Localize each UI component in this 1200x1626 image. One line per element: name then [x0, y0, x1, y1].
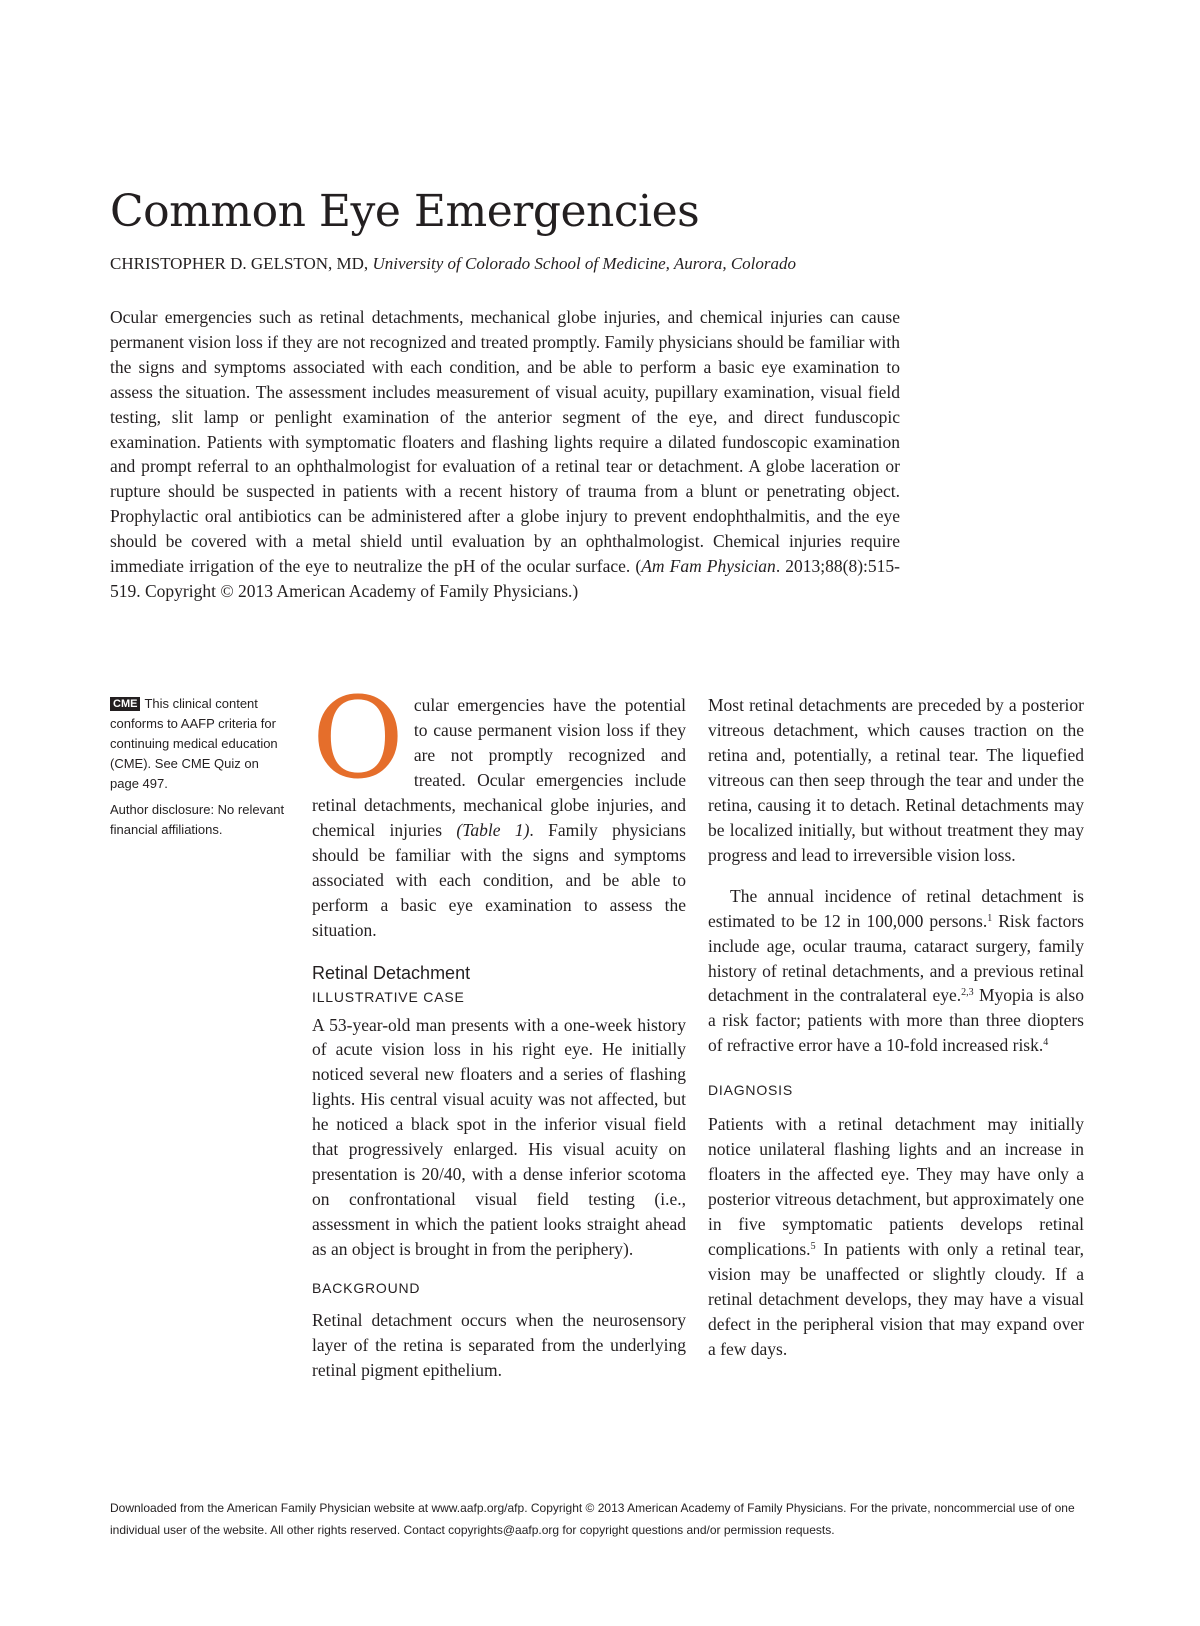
body-column-2: [708, 693, 1084, 1362]
author-disclosure: Author disclosure: No relevant financial affiliations.: [110, 802, 285, 837]
diagnosis-text-b: In patients with only a retinal tear, vision may be unaffected or slightly cloudy. If a retinal detachment develops, they may have a visual defect in the peripheral vision that may expand over a few days.: [708, 1239, 1084, 1359]
download-footer: Downloaded from the American Family Physician website at www.aafp.org/afp. Copyright © 2013 American Academy of Family Physicians. For the private, noncommercial use of one individual user of the website. All other rights reserved. Contact copyrights@aafp.org for copyright questions and/or permission requests.: [110, 1501, 1075, 1537]
author-affiliation: University of Colorado School of Medicine, Aurora, Colorado: [372, 254, 796, 273]
citation-details: . 2013;88(8):515-519. Copyright © 2013 American Academy of Family Physicians.): [110, 556, 900, 601]
abstract: [110, 305, 900, 604]
reference-superscript: 5: [810, 1241, 816, 1253]
diagnosis-text-a: Patients with a retinal detachment may initially notice unilateral flashing lights and an increase in floaters in the affected eye. They may have only a posterior vitreous detachment, but approximately one in five symptomatic patients develops retinal complications.: [708, 1114, 1084, 1260]
subheading-diagnosis: DIAGNOSIS: [708, 1082, 793, 1099]
byline: [110, 252, 796, 276]
drop-cap: O: [312, 674, 404, 804]
incidence-paragraph: [708, 884, 1084, 1059]
intro-paragraph: [312, 674, 686, 943]
author-name: CHRISTOPHER D. GELSTON, MD,: [110, 254, 369, 273]
incidence-text-c: Myopia is also a risk factor; patients with more than three diopters of refractive error have a 10-fold increased risk.: [708, 985, 1084, 1056]
abstract-text: Ocular emergencies such as retinal detachments, mechanical globe injuries, and chemical injuries can cause permanent vision loss if they are not recognized and treated promptly. Family physicians should be familiar with the signs and symptoms associated with each condition, and be able to perform a basic eye examination to assess the situation. The assessment includes measurement of visual acuity, pupillary examination, visual field testing, slit lamp or penlight examination of the anterior segment of the eye, and direct funduscopic examination. Patients with symptomatic floaters and flashing lights require a dilated fundoscopic examination and prompt referral to an ophthalmologist for evaluation of a retinal tear or detachment. A globe laceration or rupture should be suspected in patients with a recent history of trauma from a blunt or penetrating object. Prophylactic oral antibiotics can be administered after a globe injury to prevent endophthalmitis, and the eye should be covered with a metal shield until evaluation by an ophthalmologist. Chemical injuries require immediate irrigation of the eye to neutralize the pH of the ocular surface.: [110, 307, 900, 577]
journal-name: Am Fam Physician: [641, 556, 776, 577]
article-title: Common Eye Emergencies: [110, 186, 700, 237]
intro-text-b: . Family physicians should be familiar with the signs and symptoms associated with each condition, and be able to perform a basic eye examination to assess the situation.: [312, 819, 686, 940]
cme-text: This clinical content conforms to AAFP criteria for continuing medical education (CME). See CME Quiz on page 497.: [110, 696, 278, 791]
reference-superscript: 2,3: [961, 987, 974, 999]
reference-superscript: 4: [1043, 1037, 1049, 1049]
reference-superscript: 1: [987, 912, 993, 924]
subheading-illustrative-case: ILLUSTRATIVE CASE: [312, 988, 465, 1005]
citation-open: (: [635, 556, 642, 577]
sidebar: [110, 694, 290, 846]
background-paragraph: Retinal detachment occurs when the neurosensory layer of the retina is separated from the underlying retinal pigment epithelium.: [312, 1310, 686, 1380]
incidence-text-a: The annual incidence of retinal detachment is estimated to be 12 in 100,000 persons.: [708, 885, 1084, 931]
cme-badge: CME: [110, 697, 140, 711]
diagnosis-paragraph: [708, 1112, 1084, 1362]
subheading-background: BACKGROUND: [312, 1280, 421, 1297]
incidence-text-b: Risk factors include age, ocular trauma, cataract surgery, family history of retinal detachments, and a previous retinal detachment in the contralateral eye.: [708, 910, 1084, 1006]
table-reference: (Table 1): [456, 819, 530, 840]
case-paragraph: A 53-year-old man presents with a one-week history of acute vision loss in his right eye. He initially noticed several new floaters and a series of flashing lights. His central visual acuity was not affected, but he noticed a black spot in the inferior visual field that progressively enlarged. His visual acuity on presentation is 20/40, with a dense inferior scotoma on confrontational visual field testing (i.e., assessment in which the patient looks straight ahead as an object is brought in from the periphery).: [312, 1014, 686, 1260]
section-heading-retinal-detachment: Retinal Detachment: [312, 962, 471, 983]
body-column-1: [312, 674, 686, 1383]
detachment-mechanism-paragraph: Most retinal detachments are preceded by a posterior vitreous detachment, which causes traction on the retina and, potentially, a retinal tear. The liquefied vitreous can then seep through the tear and under the retina, causing it to detach. Retinal detachments may be localized initially, but without treatment they may progress and lead to irreversible vision loss.: [708, 695, 1084, 865]
intro-text-a: cular emergencies have the potential to cause permanent vision loss if they are not promptly recognized and treated. Ocular emergencies include retinal detachments, mechanical globe injuries, and chemical injuries: [312, 695, 686, 840]
cme-note: [110, 694, 290, 794]
